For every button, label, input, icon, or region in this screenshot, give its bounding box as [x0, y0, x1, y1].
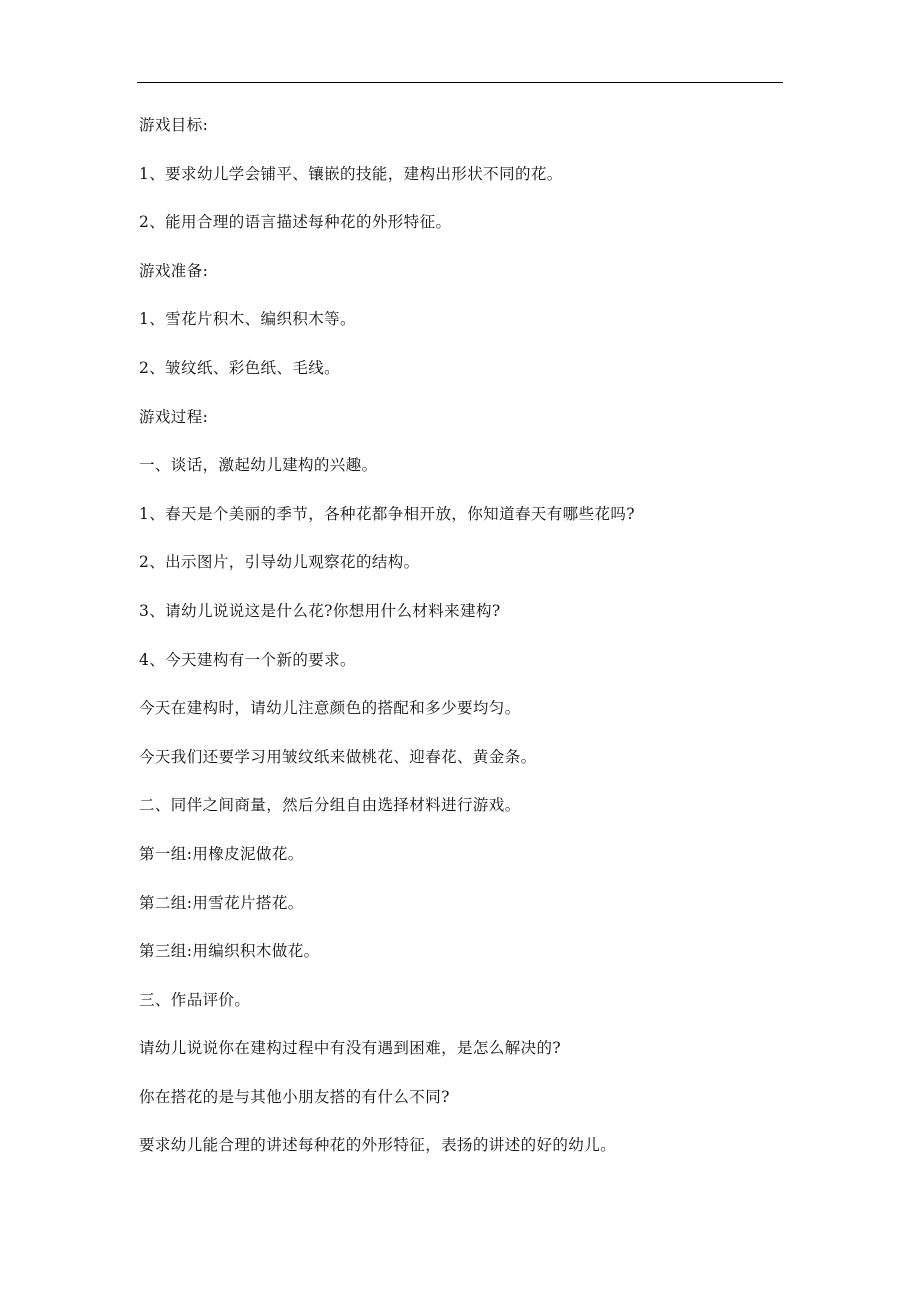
preparation-item-2: 2、皱纹纸、彩色纸、毛线。: [139, 358, 341, 377]
goal-item-2: 2、能用合理的语言描述每种花的外形特征。: [139, 213, 452, 232]
process-item-1: 1、春天是个美丽的季节，各种花都争相开放，你知道春天有哪些花吗?: [139, 504, 635, 523]
process-step-heading-3: 三、作品评价。: [139, 990, 251, 1009]
evaluation-requirement: 要求幼儿能合理的讲述每种花的外形特征，表扬的讲述的好的幼儿。: [139, 1136, 617, 1155]
section-heading-preparation: 游戏准备:: [139, 261, 209, 280]
document-body: [139, 113, 799, 1182]
process-item-4: 4、今天建构有一个新的要求。: [139, 650, 356, 669]
process-item-2: 2、出示图片，引导幼儿观察花的结构。: [139, 553, 420, 572]
process-note-2: 今天我们还要学习用皱纹纸来做桃花、迎春花、黄金条。: [139, 747, 537, 766]
group-item-1: 第一组:用橡皮泥做花。: [139, 844, 304, 863]
evaluation-question-1: 请幼儿说说你在建构过程中有没有遇到困难，是怎么解决的?: [139, 1039, 562, 1058]
process-item-3: 3、请幼儿说说这是什么花?你想用什么材料来建构?: [139, 601, 501, 620]
evaluation-question-2: 你在搭花的是与其他小朋友搭的有什么不同?: [139, 1087, 450, 1106]
section-heading-goals: 游戏目标:: [139, 116, 209, 134]
section-heading-process: 游戏过程:: [139, 407, 209, 426]
process-step-heading-2: 二、同伴之间商量，然后分组自由选择材料进行游戏。: [139, 796, 521, 815]
process-step-heading-1: 一、谈话，激起幼儿建构的兴趣。: [139, 456, 378, 475]
goal-item-1: 1、要求幼儿学会铺平、镶嵌的技能，建构出形状不同的花。: [139, 164, 563, 183]
group-item-3: 第三组:用编织积木做花。: [139, 942, 320, 961]
process-note-1: 今天在建构时，请幼儿注意颜色的搭配和多少要均匀。: [139, 699, 521, 718]
header-rule: [137, 82, 783, 83]
group-item-2: 第二组:用雪花片搭花。: [139, 893, 304, 912]
preparation-item-1: 1、雪花片积木、编织积木等。: [139, 310, 356, 329]
